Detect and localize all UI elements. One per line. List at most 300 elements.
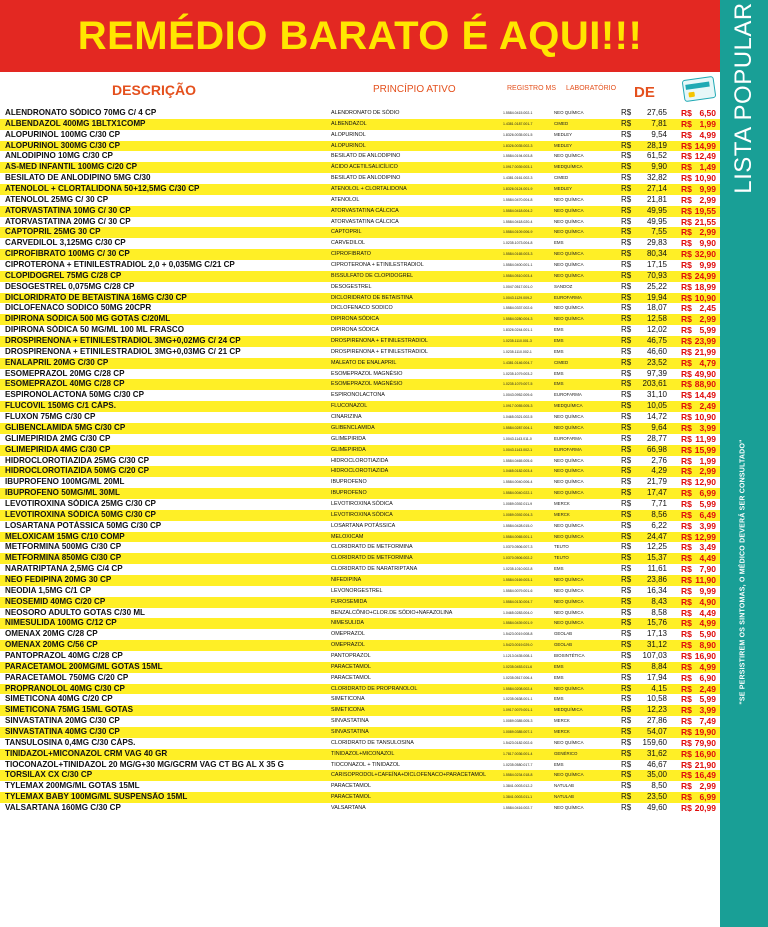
header-de: DE	[634, 84, 655, 101]
table-row	[0, 390, 720, 401]
table-row	[0, 347, 720, 358]
laboratory: SANDOZ	[554, 283, 573, 289]
side-disclaimer: "SE PERSISTIREM OS SINTOMAS, O MÉDICO DEVERÁ SER CONSULTADO"	[739, 439, 747, 705]
product-description: AS-MED INFANTIL 100MG C/20 CP	[5, 162, 138, 172]
currency-to: R$	[681, 129, 692, 140]
currency-from: R$	[621, 705, 632, 715]
table-row	[0, 412, 720, 423]
table-row	[0, 238, 720, 249]
table-row	[0, 727, 720, 738]
price-from: 2,76	[651, 455, 667, 465]
price-to: 19,55	[694, 205, 716, 216]
product-description: TINIDAZOL+MICONAZOL CRM VAG 40 GR	[5, 748, 168, 758]
product-description: LEVOTIROXINA SÓDICA 25MG C/30 CP	[5, 498, 156, 508]
price-from: 8,58	[651, 607, 667, 617]
active-ingredient: DICLOFENACO SODICO	[331, 305, 393, 312]
laboratory: NATULAB	[554, 794, 574, 800]
active-ingredient: DROSPIRENONA + ETINILESTRADIOL	[331, 348, 428, 355]
price-from: 49,95	[646, 205, 667, 215]
currency-to: R$	[681, 607, 692, 618]
table-row	[0, 749, 720, 760]
active-ingredient: FLUCONAZOL	[331, 403, 368, 410]
laboratory: TEUTO	[554, 555, 569, 561]
currency-from: R$	[621, 640, 632, 650]
currency-to: R$	[681, 737, 692, 748]
currency-to: R$	[681, 520, 692, 531]
registro-ms: 1.0089.0392.011-9	[503, 501, 533, 506]
price-to: 2,99	[699, 781, 716, 792]
price-to: 8,90	[699, 640, 716, 651]
active-ingredient: DIPIRONA SÓDICA	[331, 316, 379, 323]
active-ingredient: HIDROCLOROTIAZIDA	[331, 457, 389, 464]
registro-ms: 1.5584.0208.002-4	[503, 686, 533, 691]
price-to: 88,90	[694, 379, 716, 390]
price-to: 18,99	[694, 281, 716, 292]
currency-from: R$	[621, 607, 632, 617]
registro-ms: 1.0235.1079.003-2	[503, 371, 533, 376]
price-to: 11,99	[695, 433, 716, 444]
currency-to: R$	[681, 585, 692, 596]
active-ingredient: CLORIDRATO DE METFORMINA	[331, 544, 413, 551]
laboratory: NEO QUÍMICA	[554, 251, 584, 257]
active-ingredient: CARISOPRODOL+CAFEÍNA+DICLOFENACO+PARACETAMOL	[331, 772, 487, 779]
table-row	[0, 314, 720, 325]
price-to: 15,99	[694, 444, 716, 455]
currency-from: R$	[621, 129, 632, 139]
currency-from: R$	[621, 759, 632, 769]
laboratory: EUROFARMA	[554, 446, 582, 452]
currency-from: R$	[621, 564, 632, 574]
registro-ms: 1.5584.0439.001-9	[503, 621, 533, 626]
price-from: 10,58	[646, 694, 667, 704]
registro-ms: 1.0089.0392.004-3	[503, 512, 533, 517]
table-row	[0, 510, 720, 521]
price-from: 159,60	[642, 737, 667, 747]
active-ingredient: LEVONORGESTREL	[331, 587, 383, 594]
registro-ms: 1.0043.1143.011-0	[503, 436, 532, 441]
price-from: 21,81	[646, 194, 667, 204]
table-row	[0, 195, 720, 206]
currency-to: R$	[681, 672, 692, 683]
price-from: 107,03	[642, 650, 667, 660]
price-to: 7,49	[699, 716, 716, 727]
price-to: 16,49	[694, 770, 716, 781]
registro-ms: 1.5584.0428.015-0	[503, 523, 533, 528]
laboratory: MERCK	[554, 500, 570, 506]
active-ingredient: ESPIRONOLACTONA	[331, 392, 385, 399]
registro-ms: 1.5423.0182.002-6	[503, 740, 533, 745]
currency-to: R$	[681, 162, 692, 173]
product-description: METFORMINA 850MG C/30 CP	[5, 553, 122, 563]
active-ingredient: ALBENDAZOL	[331, 120, 367, 127]
product-description: MELOXICAM 15MG C/10 COMP	[5, 531, 125, 541]
price-from: 7,81	[651, 118, 667, 128]
price-from: 54,07	[646, 726, 667, 736]
table-row	[0, 553, 720, 564]
table-row	[0, 781, 720, 792]
table-row	[0, 119, 720, 130]
currency-to: R$	[681, 151, 692, 162]
currency-from: R$	[621, 270, 632, 280]
registro-ms: 1.5584.0337.002-6	[503, 306, 533, 311]
registro-ms: 1.0235.1010.002-8	[503, 567, 533, 572]
price-from: 8,56	[651, 509, 667, 519]
currency-from: R$	[621, 314, 632, 324]
currency-to: R$	[681, 346, 692, 357]
registro-ms: 1.7817.0036.001-4	[503, 751, 533, 756]
price-to: 23,99	[694, 336, 716, 347]
table-row	[0, 151, 720, 162]
registro-ms: 1.5423.0019.008-8	[503, 632, 533, 637]
price-from: 8,50	[651, 781, 667, 791]
laboratory: MERCK	[554, 728, 570, 734]
active-ingredient: BESILATO DE ANLODIPINO	[331, 153, 401, 160]
product-description: DESOGESTREL 0,075MG C/28 CP	[5, 281, 135, 291]
product-description: TANSULOSINA 0,4MG C/30 CÁPS.	[5, 737, 136, 747]
currency-to: R$	[681, 694, 692, 705]
currency-to: R$	[681, 650, 692, 661]
price-from: 97,39	[646, 368, 667, 378]
product-description: DICLORIDRATO DE BETAISTINA 16MG C/30 CP	[5, 292, 187, 302]
header-descricao: DESCRIÇÃO	[112, 82, 197, 98]
laboratory: NEO QUÍMICA	[554, 490, 584, 496]
product-description: TYLEMAX 200MG/ML GOTAS 15ML	[5, 781, 140, 791]
registro-ms: 1.0465.0182.003-4	[503, 469, 533, 474]
table-row	[0, 662, 720, 673]
currency-to: R$	[681, 401, 692, 412]
table-header	[0, 78, 720, 108]
product-description: ATENOLOL + CLORTALIDONA 50+12,5MG C/30 CP	[5, 184, 200, 194]
registro-ms: 1.5584.0416.002-7	[503, 806, 533, 810]
currency-to: R$	[681, 379, 692, 390]
currency-to: R$	[681, 281, 692, 292]
price-from: 4,15	[651, 683, 667, 693]
table-row	[0, 217, 720, 228]
currency-from: R$	[621, 488, 632, 498]
currency-from: R$	[621, 390, 632, 400]
price-from: 46,67	[646, 759, 667, 769]
product-description: DIPIRONA SÓDICA 500 MG GOTAS C/20ML	[5, 314, 171, 324]
product-description: GLIMEPIRIDA 2MG C/30 CP	[5, 433, 111, 443]
price-to: 3,99	[699, 705, 716, 716]
laboratory: NEO QUÍMICA	[554, 272, 584, 278]
registro-ms: 1.0235.1110.001-3	[503, 339, 532, 344]
product-description: ALBENDAZOL 400MG 1BLTX1COMP	[5, 118, 146, 128]
price-to: 6,99	[699, 488, 716, 499]
currency-to: R$	[681, 303, 692, 314]
price-from: 49,60	[646, 803, 667, 812]
currency-to: R$	[681, 292, 692, 303]
price-to: 12,99	[694, 531, 716, 542]
price-from: 15,76	[646, 618, 667, 628]
currency-from: R$	[621, 455, 632, 465]
table-row	[0, 358, 720, 369]
table-row	[0, 445, 720, 456]
registro-ms: 1.4381.0187.001-7	[503, 121, 533, 126]
table-row	[0, 738, 720, 749]
laboratory: MEDQUÍMICA	[554, 164, 583, 170]
product-description: GLIMEPIRIDA 4MG C/30 CP	[5, 444, 111, 454]
laboratory: EMS	[554, 761, 564, 767]
table-row	[0, 521, 720, 532]
active-ingredient: FUROSEMIDA	[331, 598, 367, 605]
price-to: 1,99	[699, 455, 716, 466]
table-row	[0, 586, 720, 597]
active-ingredient: ATORVASTATINA CÁLCICA	[331, 207, 399, 214]
price-from: 27,14	[646, 184, 667, 194]
currency-to: R$	[681, 314, 692, 325]
registro-ms: 1.0917.0055.005-3	[503, 404, 533, 409]
table-row	[0, 803, 720, 814]
laboratory: NEO QUÍMICA	[554, 685, 584, 691]
active-ingredient: TIOCONAZOL + TINIDAZOL	[331, 761, 401, 768]
laboratory: NEO QUÍMICA	[554, 479, 584, 485]
currency-to: R$	[681, 564, 692, 575]
product-description: CAPTOPRIL 25MG 30 CP	[5, 227, 101, 237]
laboratory: NEO QUÍMICA	[554, 414, 584, 420]
product-description: PROPRANOLOL 40MG C/30 CP	[5, 683, 125, 693]
currency-from: R$	[621, 292, 632, 302]
currency-to: R$	[681, 574, 692, 585]
active-ingredient: HIDROCLOROTIAZIDA	[331, 468, 389, 475]
product-description: CIPROTERONA + ETINILESTRADIOL 2,0 + 0,035MG C/21 CP	[5, 260, 235, 270]
product-description: NEO FEDIPINA 20MG 30 CP	[5, 574, 112, 584]
price-to: 3,99	[699, 422, 716, 433]
table-row	[0, 260, 720, 271]
active-ingredient: CLORIDRATO DE METFORMINA	[331, 555, 413, 562]
table-row	[0, 477, 720, 488]
registro-ms: 1.5584.0287.004-1	[503, 425, 533, 430]
product-description: HIDROCLOROTIAZIDA 50MG C/20 CP	[5, 466, 150, 476]
product-description: ALOPURINOL 100MG C/30 CP	[5, 129, 120, 139]
product-description: TYLEMAX BABY 100MG/ML SUSPENSÃO 15ML	[5, 792, 188, 802]
price-to: 2,49	[699, 683, 716, 694]
currency-from: R$	[621, 694, 632, 704]
laboratory: EMS	[554, 663, 564, 669]
registro-ms: 1.0235.1073.004-8	[503, 241, 533, 246]
price-to: 5,99	[699, 325, 716, 336]
product-description: DIPIRONA SÓDICA 50 MG/ML 100 ML FRASCO	[5, 325, 184, 335]
header-registro-ms: REGISTRO MS	[507, 85, 557, 92]
currency-from: R$	[621, 281, 632, 291]
registro-ms: 1.5584.0415.002-1	[503, 111, 533, 115]
product-description: ESOMEPRAZOL 20MG C/28 CP	[5, 368, 125, 378]
registro-ms: 1.5584.0079.001-6	[503, 588, 533, 593]
currency-from: R$	[621, 433, 632, 443]
currency-from: R$	[621, 781, 632, 791]
laboratory: MEDQUÍMICA	[554, 707, 583, 713]
price-to: 14,49	[694, 390, 716, 401]
laboratory: NEO QUÍMICA	[554, 316, 584, 322]
active-ingredient: NIFEDIPINA	[331, 576, 362, 583]
registro-ms: 1.0235.0517.006-4	[503, 675, 533, 680]
currency-to: R$	[681, 357, 692, 368]
registro-ms: 1.5584.0465.005-6	[503, 458, 533, 463]
table-row	[0, 770, 720, 781]
currency-from: R$	[621, 173, 632, 183]
price-from: 203,61	[642, 379, 667, 389]
price-from: 28,19	[646, 140, 667, 150]
active-ingredient: GLIMEPIRIDA	[331, 446, 366, 453]
table-row	[0, 423, 720, 434]
currency-to: R$	[681, 194, 692, 205]
active-ingredient: VALSARTANA	[331, 805, 366, 811]
laboratory: BIOSINTÉTICA	[554, 652, 585, 658]
price-from: 12,25	[646, 542, 667, 552]
price-from: 80,34	[646, 249, 667, 259]
registro-ms: 1.0235.0638.001-1	[503, 697, 533, 702]
price-from: 6,22	[651, 520, 667, 530]
registro-ms: 1.8326.0035.002-3	[503, 143, 533, 148]
laboratory: NEO QUÍMICA	[554, 262, 584, 268]
price-to: 19,90	[694, 726, 716, 737]
price-to: 7,90	[699, 564, 716, 575]
laboratory: MEDLEY	[554, 131, 573, 137]
active-ingredient: SINVASTATINA	[331, 718, 369, 725]
active-ingredient: GLIMEPIRIDA	[331, 435, 366, 442]
currency-from: R$	[621, 422, 632, 432]
active-ingredient: PARACETAMOL	[331, 674, 371, 681]
product-description: SIMETICONA 40MG C/20 CP	[5, 694, 113, 704]
product-description: FLUXON 75MG C/30 CP	[5, 412, 96, 422]
registro-ms: 1.5584.0165.003-3	[503, 252, 533, 257]
currency-to: R$	[681, 488, 692, 499]
currency-to: R$	[681, 238, 692, 249]
active-ingredient: CAPTOPRIL	[331, 229, 362, 236]
table-row	[0, 640, 720, 651]
product-description: DROSPIRENONA + ETINILESTRADIOL 3MG+0,03MG C/ 21 CP	[5, 346, 241, 356]
table-row	[0, 760, 720, 771]
active-ingredient: DIPIRONA SÓDICA	[331, 327, 379, 334]
currency-to: R$	[681, 433, 692, 444]
currency-from: R$	[621, 444, 632, 454]
currency-to: R$	[681, 716, 692, 727]
active-ingredient: CLORIDRATO DE TANSULOSINA	[331, 739, 414, 746]
price-to: 9,99	[699, 184, 716, 195]
product-description: LEVOTIROXINA SÓDICA 50MG C/30 CP	[5, 509, 156, 519]
registro-ms: 1.0089.0385.005-3	[503, 719, 533, 724]
registro-ms: 1.8326.0244.001-1	[503, 328, 533, 333]
product-description: TORSILAX CX C/30 CP	[5, 770, 93, 780]
price-to: 10,90	[694, 173, 716, 184]
active-ingredient: ALOPURINOL	[331, 142, 366, 149]
currency-from: R$	[621, 683, 632, 693]
currency-from: R$	[621, 531, 632, 541]
price-from: 11,61	[647, 564, 667, 574]
price-from: 17,47	[646, 488, 667, 498]
price-from: 7,55	[651, 227, 667, 237]
price-to: 14,99	[694, 140, 716, 151]
active-ingredient: OMEPRAZOL	[331, 631, 365, 638]
header-principio-ativo: PRINCÍPIO ATIVO	[373, 84, 456, 95]
table-row	[0, 456, 720, 467]
currency-from: R$	[621, 194, 632, 204]
table-row	[0, 629, 720, 640]
price-to: 4,49	[699, 607, 716, 618]
price-from: 25,22	[646, 281, 667, 291]
price-from: 9,64	[651, 422, 667, 432]
price-from: 17,15	[646, 260, 667, 270]
product-description: HIDROCLOROTIAZIDA 25MG C/30 CP	[5, 455, 150, 465]
table-row	[0, 716, 720, 727]
laboratory: NEO QUÍMICA	[554, 609, 584, 615]
registro-ms: 1.0235.1079.007-5	[503, 382, 533, 387]
price-to: 2,99	[699, 314, 716, 325]
side-title: LISTA POPULAR	[730, 2, 757, 194]
product-description: ESPIRONOLACTONA 50MG C/30 CP	[5, 390, 144, 400]
currency-to: R$	[681, 368, 692, 379]
registro-ms: 1.5584.0280.004-3	[503, 317, 533, 322]
price-to: 49,90	[694, 368, 716, 379]
currency-to: R$	[681, 118, 692, 129]
product-description: TIOCONAZOL+TINIDAZOL 20 MG/G+30 MG/GCRM VAG CT BG AL X 35 G	[5, 759, 284, 769]
laboratory: NEO QUÍMICA	[554, 468, 584, 474]
price-to: 1,49	[699, 162, 716, 173]
currency-to: R$	[681, 542, 692, 553]
registro-ms: 1.0370.0506.007-3	[503, 545, 533, 550]
product-description: ESOMEPRAZOL 40MG C/28 CP	[5, 379, 125, 389]
active-ingredient: LEVOTIROXINA SÓDICA	[331, 500, 393, 507]
product-description: DICLOFENACO SODICO 50MG 20CPR	[5, 303, 152, 313]
price-to: 9,99	[699, 585, 716, 596]
table-row	[0, 173, 720, 184]
price-to: 79,90	[694, 737, 716, 748]
active-ingredient: NIMESULIDA	[331, 620, 364, 627]
product-description: CIPROFIBRATO 100MG C/ 30 CP	[5, 249, 130, 259]
active-ingredient: ATENOLOL	[331, 196, 360, 203]
table-row	[0, 184, 720, 195]
laboratory: EMS	[554, 240, 564, 246]
currency-to: R$	[681, 227, 692, 238]
price-to: 11,90	[695, 574, 716, 585]
price-from: 8,43	[651, 596, 667, 606]
price-to: 24,99	[694, 270, 716, 281]
currency-from: R$	[621, 672, 632, 682]
currency-from: R$	[621, 585, 632, 595]
active-ingredient: ESOMEPRAZOL MAGNÉSIO	[331, 370, 403, 377]
currency-to: R$	[681, 509, 692, 520]
active-ingredient: LOSARTANA POTÁSSICA	[331, 522, 396, 529]
table-row	[0, 673, 720, 684]
price-to: 6,90	[699, 672, 716, 683]
laboratory: NEO QUÍMICA	[554, 620, 584, 626]
price-from: 16,34	[646, 585, 667, 595]
registro-ms: 1.5584.0400.001-1	[503, 263, 533, 268]
currency-to: R$	[681, 444, 692, 455]
price-from: 10,05	[646, 401, 667, 411]
registro-ms: 1.0235.0580.017-7	[503, 762, 533, 767]
price-from: 61,52	[646, 151, 667, 161]
price-from: 27,86	[646, 716, 667, 726]
price-to: 6,50	[699, 108, 716, 118]
table-row	[0, 130, 720, 141]
currency-from: R$	[621, 661, 632, 671]
currency-to: R$	[681, 173, 692, 184]
currency-to: R$	[681, 726, 692, 737]
laboratory: EMS	[554, 348, 564, 354]
currency-to: R$	[681, 683, 692, 694]
table-row	[0, 141, 720, 152]
price-from: 9,54	[651, 129, 667, 139]
active-ingredient: SIMETICONA	[331, 707, 365, 714]
top-banner	[0, 0, 720, 72]
currency-to: R$	[681, 390, 692, 401]
currency-to: R$	[681, 792, 692, 803]
table-row	[0, 564, 720, 575]
price-to: 4,90	[699, 596, 716, 607]
price-to: 6,49	[699, 509, 716, 520]
laboratory: NEO QUÍMICA	[554, 457, 584, 463]
